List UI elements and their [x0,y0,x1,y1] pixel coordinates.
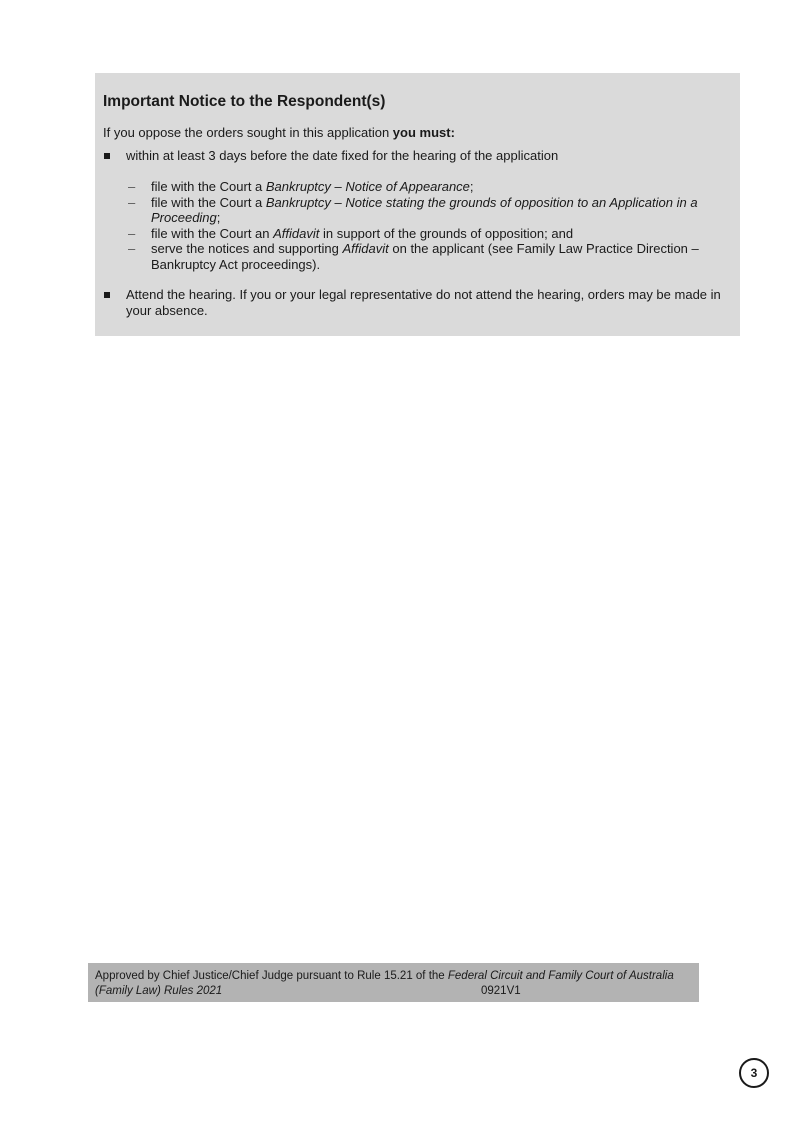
sub-item-document: Bankruptcy – Notice stating the grounds of opposition to an Application in a Proceeding [151,194,698,225]
sub-list [103,179,728,272]
sub-item-text: ; [469,179,474,194]
form-version-code: 0921V1 [481,985,521,997]
sub-item-text: in support of the grounds of opposition; and [319,225,574,241]
sub-item-text: file with the Court a [151,179,266,194]
bullet-item-deadline [103,148,728,164]
footer-text: Approved by Chief Justice/Chief Judge pursuant to Rule 15.21 of the [95,970,448,982]
dash-bullet-icon: – [128,194,136,210]
notice-intro [103,125,728,141]
sub-item-document: Affidavit [342,241,389,256]
bullet-item-attend [103,287,728,319]
sub-item-document: Affidavit [273,225,320,241]
dash-bullet-icon: – [128,179,136,194]
dash-bullet-icon: – [128,241,136,256]
dash-bullet-icon: – [128,225,136,241]
sub-item [126,241,728,272]
bullet-text: Attend the hearing. If you or your legal representative do not attend the hearing, orders may be made in your absence. [126,287,721,318]
respondent-notice-box [95,73,740,336]
sub-item [126,195,728,226]
sub-item-text: ; [216,210,221,225]
sub-item-text: serve the notices and supporting [151,241,343,256]
square-bullet-icon [104,292,110,298]
square-bullet-icon [104,153,110,159]
sub-item-text: on the applicant (see Family Law Practice Direction – Bankruptcy Act proceedings). [151,241,699,272]
page-number: 3 [739,1058,769,1088]
approval-footer [88,963,699,1002]
sub-item [126,179,728,195]
sub-item-text: file with the Court an [151,225,274,241]
notice-title: Important Notice to the Respondent(s) [103,93,386,110]
bullet-text: within at least 3 days before the date fixed for the hearing of the application [126,148,559,163]
sub-item-document: Bankruptcy – Notice of Appearance [265,179,470,194]
intro-emphasis: you must: [392,125,455,140]
sub-item [126,226,728,242]
intro-text: If you oppose the orders sought in this application [103,125,393,140]
sub-item-text: file with the Court a [151,194,266,210]
footer-rules-title: Federal Circuit and Family Court of Australia (Family Law) Rules 2021 [95,970,674,997]
